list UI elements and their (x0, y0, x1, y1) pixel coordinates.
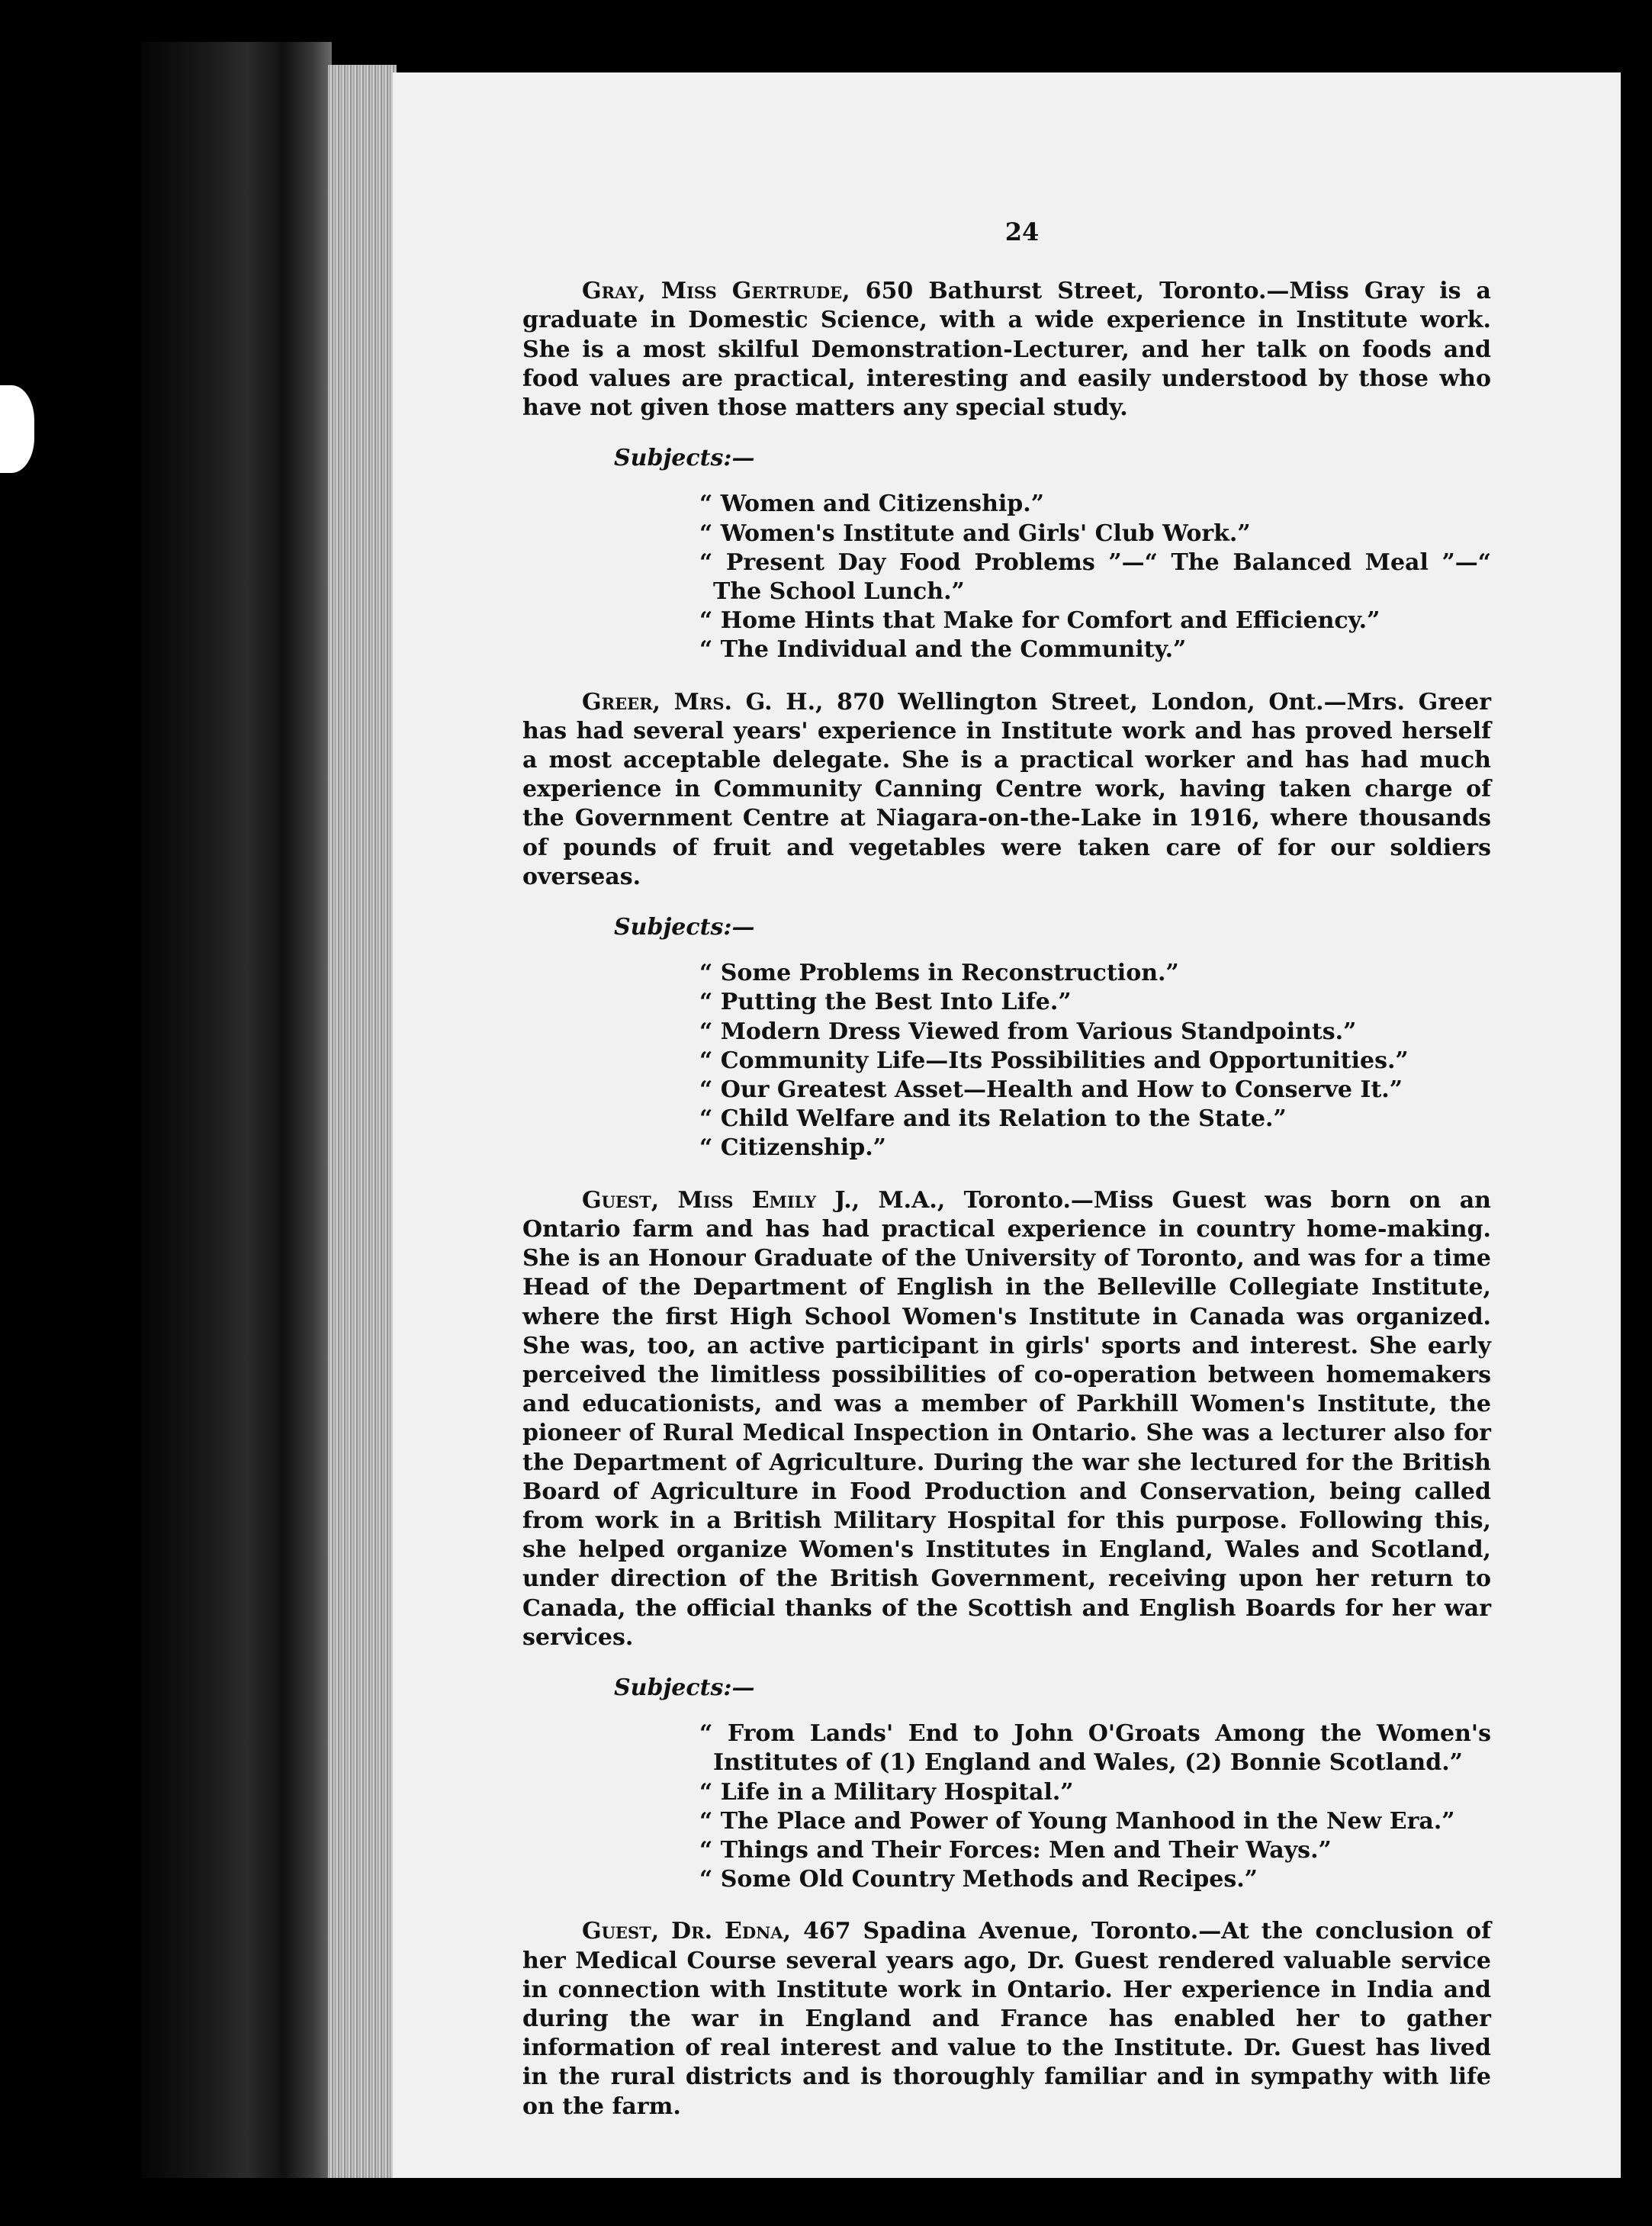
subjects-heading: Subjects:— (614, 1674, 755, 1701)
entry-bio: —Miss Guest was born on an Ontario farm and has had practical experience in country home-making. She is an Honour Graduate of the University of Toronto, and was for a time Head of the Department of English in the Belleville Collegiate Institute, where the first High School Women's Institute in Canada was organized. She was, too, an active participant in girls' sports and interest. She early perceived the limitless possibilities of co-operation between homemakers and educationists, and was a member of Parkhill Women's Institute, the pioneer of Rural Medical Inspection in Ontario. She was a lecturer also for the Department of Agriculture. During the war she lectured for the British Board of Agriculture in Food Production and Conservation, being called from work in a British Military Hospital for this purpose. Following this, she helped organize Women's Institutes in England, Wales and Scotland, under direction of the British Government, receiving upon her return to Canada, the official thanks of the Scottish and English Boards for her war services. (522, 1186, 1491, 1651)
entry-gray: Gray, Miss Gertrude, 650 Bathurst Street, Toronto.—Miss Gray is a graduate in Domestic Science, with a wide experience in Institute work. She is a most skilful Demonstration-Lecturer, and her talk on foods and food values are practical, interesting and easily understood by those who have not given those matters any special study. (522, 278, 1491, 422)
entry-surname: Guest (582, 1186, 651, 1214)
entry-surname: Gray (582, 278, 638, 305)
entry-surname: Guest (582, 1918, 651, 1945)
entry-address: , 467 Spadina Avenue, Toronto. (783, 1918, 1199, 1945)
entry-greer: Greer, Mrs. G. H., 870 Wellington Street, London, Ont.—Mrs. Greer has had several years' experience in Institute work and has proved herself a most acceptable delegate. She is a practical worker and has had much experience in Community Canning Centre work, having taken charge of the Government Centre at Niagara-on-the-Lake in 1916, where thousands of pounds of fruit and vegetables were taken care of for our soldiers overseas. (522, 688, 1492, 890)
subject-item: “ Community Life—Its Possibilities and Opportunities.” (699, 1047, 1409, 1074)
subject-item: “ Citizenship.” (699, 1134, 886, 1162)
entry-surname: Greer (582, 688, 653, 716)
entry-address: , 650 Bathurst Street, Toronto. (842, 278, 1267, 305)
subjects-heading: Subjects:— (614, 914, 755, 941)
entry-bio: —Miss Gray is a graduate in Domestic Science, with a wide experience in Institute work. She is a most skilful Demonstration-Lecturer, and her talk on foods and food values are practical, interesting and easily understood by those who have not given those matters any special study. (522, 278, 1491, 422)
subject-list-guest-emily (522, 1719, 1491, 1894)
subject-item: “ Life in a Military Hospital.” (699, 1778, 1074, 1806)
text-column (522, 217, 1491, 2121)
entry-title: Miss Emily J., M.A. (677, 1186, 937, 1214)
document-page (393, 72, 1621, 2178)
entry-title: Mrs. G. H. (673, 688, 816, 716)
entry-guest-edna: Guest, Dr. Edna, 467 Spadina Avenue, Toronto.—At the conclusion of her Medical Course several years ago, Dr. Guest rendered valuable service in connection with Institute work in Ontario. Her experience in India and during the war in England and France has enabled her to gather information of real interest and value to the Institute. Dr. Guest has lived in the rural districts and is thoroughly familiar and in sympathy with life on the farm. (522, 1918, 1492, 2120)
entry-address: , 870 Wellington Street, London, Ont. (815, 688, 1324, 716)
subject-item: “ Putting the Best Into Life.” (699, 989, 1072, 1016)
book-spine (141, 42, 332, 2178)
page-edges (328, 65, 397, 2178)
entry-bio: —At the conclusion of her Medical Course several years ago, Dr. Guest rendered valuable service in connection with Institute work in Ontario. Her experience in India and during the war in England and France has enabled her to gather information of real interest and value to the Institute. Dr. Guest has lived in the rural districts and is thoroughly familiar and in sympathy with life on the farm. (522, 1918, 1492, 2120)
entry-bio: —Mrs. Greer has had several years' experience in Institute work and has proved herself a most acceptable delegate. She is a practical worker and has had much experience in Community Canning Centre work, having taken charge of the Government Centre at Niagara-on-the-Lake in 1916, where thousands of pounds of fruit and vegetables were taken care of for our soldiers overseas. (522, 688, 1492, 890)
subject-item: “ Some Old Country Methods and Recipes.” (699, 1866, 1258, 1893)
subjects-heading: Subjects:— (614, 445, 755, 472)
subject-item: “ Modern Dress Viewed from Various Standpoints.” (699, 1018, 1357, 1045)
entry-address: , Toronto. (937, 1186, 1071, 1214)
subject-item: “ The Individual and the Community.” (699, 636, 1187, 664)
subject-list-greer (522, 959, 1491, 1163)
subject-item: “ Some Problems in Reconstruction.” (699, 960, 1179, 987)
punch-hole (0, 385, 34, 473)
subject-item: “ From Lands' End to John O'Groats Among the Women's Institutes of (1) England and Wales, (2) Bonnie Scotland.” (699, 1720, 1491, 1777)
entry-guest-emily: Guest, Miss Emily J., M.A., Toronto.—Miss Guest was born on an Ontario farm and has had practical experience in country home-making. She is an Honour Graduate of the University of Toronto, and was for a time Head of the Department of English in the Belleville Collegiate Institute, where the first High School Women's Institute in Canada was organized. She was, too, an active participant in girls' sports and interest. She early perceived the limitless possibilities of co-operation between homemakers and educationists, and was a member of Parkhill Women's Institute, the pioneer of Rural Medical Inspection in Ontario. She was a lecturer also for the Department of Agriculture. During the war she lectured for the British Board of Agriculture in Food Production and Conservation, being called from work in a British Military Hospital for this purpose. Following this, she helped organize Women's Institutes in England, Wales and Scotland, under direction of the British Government, receiving upon her return to Canada, the official thanks of the Scottish and English Boards for her war services. (522, 1186, 1491, 1651)
subject-item: “ Things and Their Forces: Men and Their Ways.” (699, 1836, 1332, 1864)
subject-item: “ Women's Institute and Girls' Club Work.” (699, 520, 1251, 547)
subject-item: “ Present Day Food Problems ”—“ The Balanced Meal ”—“ The School Lunch.” (699, 548, 1491, 606)
page-number: 24 (1004, 217, 1040, 246)
subject-item: “ Child Welfare and its Relation to the State.” (699, 1105, 1287, 1133)
subject-item: “ Women and Citizenship.” (699, 491, 1044, 518)
subject-list-gray (522, 490, 1491, 664)
entry-title: Miss Gertrude (660, 278, 843, 305)
subject-item: “ The Place and Power of Young Manhood in the New Era.” (699, 1807, 1455, 1835)
subject-item: “ Home Hints that Make for Comfort and Efficiency.” (699, 607, 1380, 635)
entry-title: Dr. Edna (671, 1918, 783, 1945)
subject-item: “ Our Greatest Asset—Health and How to Conserve It.” (699, 1076, 1403, 1104)
